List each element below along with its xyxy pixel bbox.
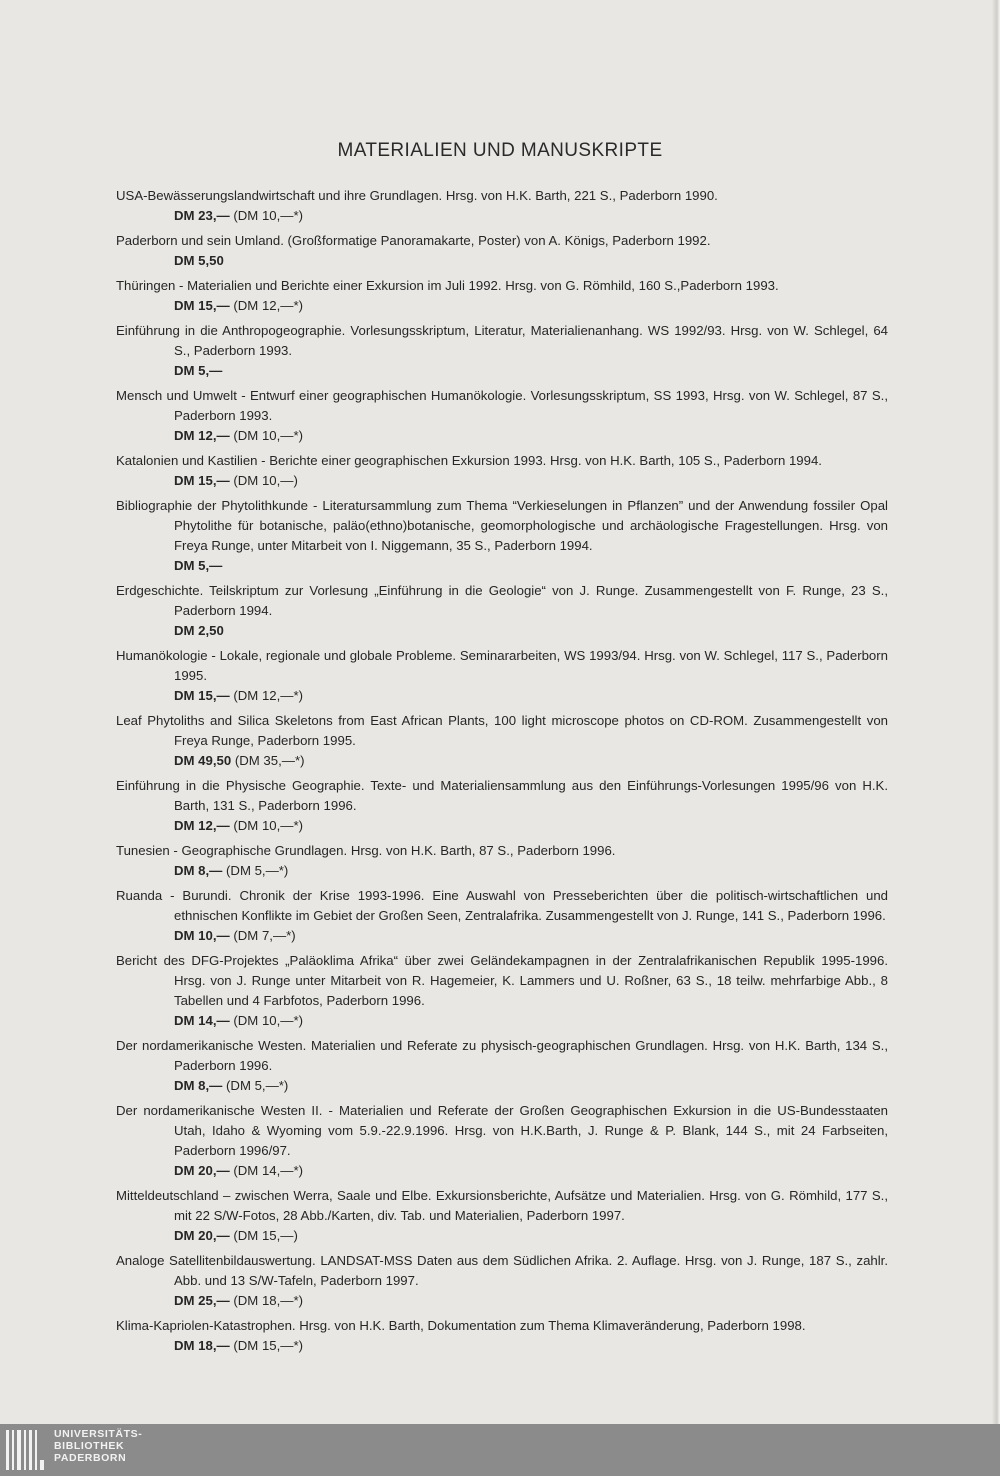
publication-entry <box>116 711 888 771</box>
price-main: DM 12,— <box>174 428 230 443</box>
price-reduced: (DM 35,—*) <box>234 753 305 768</box>
publication-price <box>116 1226 888 1246</box>
barcode-logo-icon <box>6 1430 46 1472</box>
publication-entry <box>116 451 888 491</box>
publication-description: Mensch und Umwelt - Entwurf einer geographischen Humanökologie. Vorlesungsskriptum, SS 1993, Hrsg. von W. Schlegel, 87 S., Paderborn 1993. <box>116 388 888 423</box>
library-name-line3: PADERBORN <box>54 1452 127 1464</box>
price-main: DM 25,— <box>174 1293 230 1308</box>
price-main: DM 15,— <box>174 298 230 313</box>
page-edge <box>992 0 1000 1424</box>
price-main: DM 20,— <box>174 1228 230 1243</box>
publication-entry <box>116 1101 888 1181</box>
publication-description: Katalonien und Kastilien - Berichte einer geographischen Exkursion 1993. Hrsg. von H.K. Barth, 105 S., Paderborn 1994. <box>116 453 822 468</box>
publication-price <box>116 751 888 771</box>
publication-description: Humanökologie - Lokale, regionale und globale Probleme. Seminararbeiten, WS 1993/94. Hrsg. von W. Schlegel, 117 S., Paderborn 1995. <box>116 648 888 683</box>
publication-entry <box>116 776 888 836</box>
publication-entry <box>116 886 888 946</box>
price-main: DM 5,50 <box>174 253 224 268</box>
price-reduced: (DM 14,—*) <box>233 1163 303 1178</box>
library-footer <box>0 1424 1000 1476</box>
price-reduced: (DM 12,—*) <box>233 298 303 313</box>
publication-entry <box>116 321 888 381</box>
publication-description: Der nordamerikanische Westen II. - Materialien und Referate der Großen Geographischen Exkursion in die US-Bundesstaaten Utah, Idaho & Wyoming vom 5.9.-22.9.1996. Hrsg. von H.K.Barth, J. Runge & P. Blank, 144 S., mit 24 Farbseiten, Paderborn 1996/97. <box>116 1103 888 1158</box>
library-name <box>54 1428 142 1464</box>
publication-price <box>116 206 888 226</box>
publication-price <box>116 861 888 881</box>
price-main: DM 15,— <box>174 473 230 488</box>
publication-price <box>116 1076 888 1096</box>
price-reduced: (DM 12,—*) <box>233 688 303 703</box>
publication-price <box>116 816 888 836</box>
publication-entry <box>116 496 888 576</box>
price-main: DM 12,— <box>174 818 230 833</box>
price-main: DM 5,— <box>174 363 223 378</box>
publication-entry <box>116 1036 888 1096</box>
publication-price <box>116 1336 888 1356</box>
publication-description: Ruanda - Burundi. Chronik der Krise 1993-1996. Eine Auswahl von Presseberichten über die politisch-wirtschaftlichen und ethnischen Konflikte im Gebiet der Großen Seen, Zentralafrika. Zusammengestellt von J. Runge, 141 S., Paderborn 1996. <box>116 888 888 923</box>
publication-entry <box>116 386 888 446</box>
price-reduced: (DM 10,—*) <box>233 208 303 223</box>
price-main: DM 8,— <box>174 863 223 878</box>
price-reduced: (DM 15,—) <box>233 1228 298 1243</box>
publication-description: Analoge Satellitenbildauswertung. LANDSAT-MSS Daten aus dem Südlichen Afrika. 2. Auflage. Hrsg. von J. Runge, 187 S., zahlr. Abb. und 13 S/W-Tafeln, Paderborn 1997. <box>116 1253 888 1288</box>
publication-description: Mitteldeutschland – zwischen Werra, Saale und Elbe. Exkursionsberichte, Aufsätze und Materialien. Hrsg. von G. Römhild, 177 S., mit 22 S/W-Fotos, 28 Abb./Karten, div. Tab. und Materialien, Paderborn 1997. <box>116 1188 888 1223</box>
price-main: DM 14,— <box>174 1013 230 1028</box>
publication-entry <box>116 951 888 1031</box>
publication-description: Thüringen - Materialien und Berichte einer Exkursion im Juli 1992. Hrsg. von G. Römhild, 160 S.,Paderborn 1993. <box>116 278 779 293</box>
price-reduced: (DM 7,—*) <box>233 928 296 943</box>
price-main: DM 18,— <box>174 1338 230 1353</box>
library-name-line1: UNIVERSITÄTS- <box>54 1428 143 1440</box>
price-reduced: (DM 5,—*) <box>226 1078 289 1093</box>
price-main: DM 2,50 <box>174 623 224 638</box>
price-reduced: (DM 10,—*) <box>233 428 303 443</box>
price-main: DM 5,— <box>174 558 223 573</box>
price-main: DM 8,— <box>174 1078 223 1093</box>
publication-list <box>116 186 888 1361</box>
publication-description: Einführung in die Anthropogeographie. Vorlesungsskriptum, Literatur, Materialienanhang. WS 1992/93. Hrsg. von W. Schlegel, 64 S., Paderborn 1993. <box>116 323 888 358</box>
publication-entry <box>116 646 888 706</box>
library-name-line2: BIBLIOTHEK <box>54 1440 125 1452</box>
publication-entry <box>116 276 888 316</box>
price-reduced: (DM 10,—) <box>233 473 298 488</box>
price-reduced: (DM 15,—*) <box>233 1338 303 1353</box>
publication-description: Paderborn und sein Umland. (Großformatige Panoramakarte, Poster) von A. Königs, Paderborn 1992. <box>116 233 711 248</box>
price-reduced: (DM 10,—*) <box>233 818 303 833</box>
publication-entry <box>116 1186 888 1246</box>
publication-price <box>116 251 888 271</box>
publication-price <box>116 1161 888 1181</box>
price-main: DM 49,50 <box>174 753 232 768</box>
publication-description: Bericht des DFG-Projektes „Paläoklima Afrika“ über zwei Geländekampagnen in der Zentralafrikanischen Republik 1995-1996. Hrsg. von J. Runge unter Mitarbeit von R. Hagemeier, K. Lammers und U. Roßner, 63 S., 18 teilw. mehrfarbige Abb., 8 Tabellen und 4 Farbfotos, Paderborn 1996. <box>116 953 888 1008</box>
publication-description: Tunesien - Geographische Grundlagen. Hrsg. von H.K. Barth, 87 S., Paderborn 1996. <box>116 843 616 858</box>
publication-price <box>116 471 888 491</box>
publication-entry <box>116 1316 888 1356</box>
publication-description: Leaf Phytoliths and Silica Skeletons from East African Plants, 100 light microscope photos on CD-ROM. Zusammengestellt von Freya Runge, Paderborn 1995. <box>116 713 888 748</box>
publication-entry <box>116 581 888 641</box>
publication-description: Einführung in die Physische Geographie. Texte- und Materialiensammlung aus den Einführungs-Vorlesungen 1995/96 von H.K. Barth, 131 S., Paderborn 1996. <box>116 778 888 813</box>
price-main: DM 23,— <box>174 208 230 223</box>
publication-entry <box>116 1251 888 1311</box>
publication-description: Bibliographie der Phytolithkunde - Literatursammlung zum Thema “Verkieselungen in Pflanzen” und der Anwendung fossiler Opal Phytolithe für botanische, paläo(ethno)botanische, geomorphologische und archäologische Fragestellungen. Hrsg. von Freya Runge, unter Mitarbeit von I. Niggemann, 35 S., Paderborn 1994. <box>116 498 888 553</box>
publication-entry <box>116 841 888 881</box>
price-main: DM 20,— <box>174 1163 230 1178</box>
page-title: MATERIALIEN UND MANUSKRIPTE <box>337 140 663 161</box>
publication-price <box>116 926 888 946</box>
price-main: DM 10,— <box>174 928 230 943</box>
publication-price <box>116 1011 888 1031</box>
publication-description: Der nordamerikanische Westen. Materialien und Referate zu physisch-geographischen Grundlagen. Hrsg. von H.K. Barth, 134 S., Paderborn 1996. <box>116 1038 888 1073</box>
publication-price <box>116 296 888 316</box>
publication-price <box>116 1291 888 1311</box>
price-main: DM 15,— <box>174 688 230 703</box>
publication-description: USA-Bewässerungslandwirtschaft und ihre Grundlagen. Hrsg. von H.K. Barth, 221 S., Paderborn 1990. <box>116 188 718 203</box>
price-reduced: (DM 10,—*) <box>233 1013 303 1028</box>
price-reduced: (DM 5,—*) <box>226 863 289 878</box>
publication-price <box>116 686 888 706</box>
publication-description: Erdgeschichte. Teilskriptum zur Vorlesung „Einführung in die Geologie“ von J. Runge. Zusammengestellt von F. Runge, 23 S., Paderborn 1994. <box>116 583 888 618</box>
publication-price <box>116 556 888 576</box>
publication-price <box>116 426 888 446</box>
publication-entry <box>116 231 888 271</box>
publication-entry <box>116 186 888 226</box>
publication-price <box>116 621 888 641</box>
publication-description: Klima-Kapriolen-Katastrophen. Hrsg. von H.K. Barth, Dokumentation zum Thema Klimaveränderung, Paderborn 1998. <box>116 1318 806 1333</box>
publication-price <box>116 361 888 381</box>
price-reduced: (DM 18,—*) <box>233 1293 303 1308</box>
